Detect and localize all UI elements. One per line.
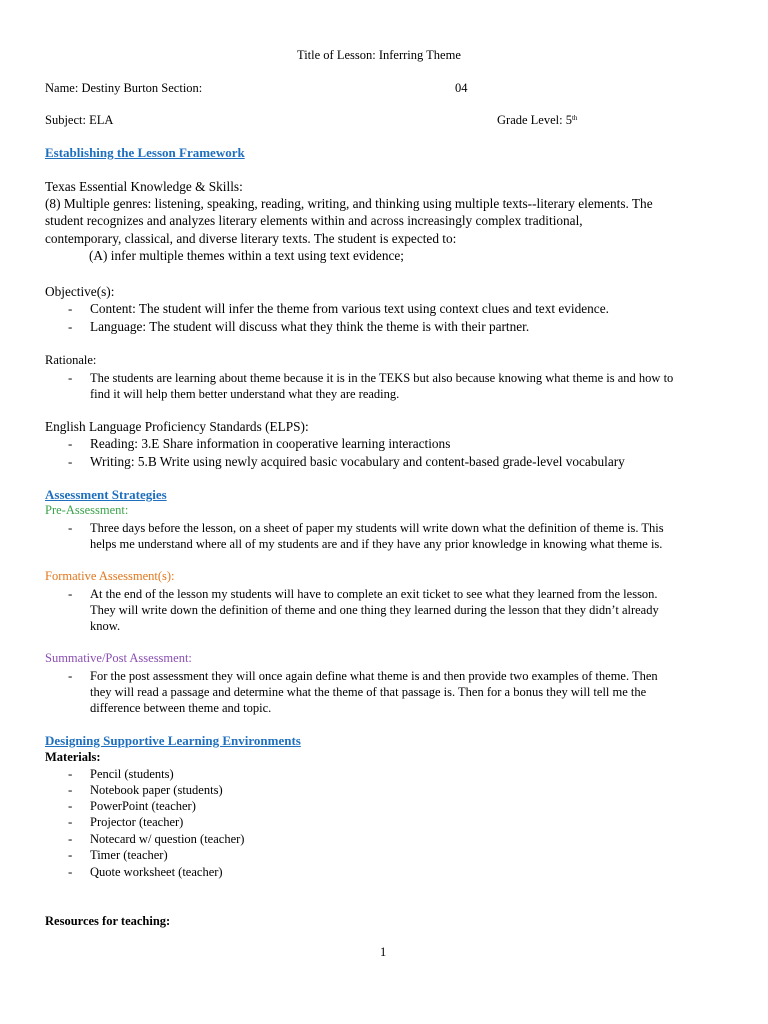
pre-assessment-line: helps me understand where all of my students are and if they have any prior knowledge in knowing what theme is.	[90, 537, 663, 551]
objective-item: Content: The student will infer the theme from various text using context clues and text evidence.	[90, 301, 609, 316]
rationale-line: The students are learning about theme because it is in the TEKS but also because knowing what theme is and how to	[90, 371, 674, 385]
lesson-title: Title of Lesson: Inferring Theme	[297, 48, 461, 62]
pre-assessment-label: Pre-Assessment:	[45, 503, 129, 517]
elps-item: Writing: 5.B Write using newly acquired basic vocabulary and content-based grade-level vocabulary	[90, 454, 625, 469]
summative-line: For the post assessment they will once again define what theme is and then provide two examples of theme. Then	[90, 669, 658, 683]
bullet-dash: -	[68, 454, 73, 469]
formative-assessment-label: Formative Assessment(s):	[45, 569, 175, 583]
rationale-label: Rationale:	[45, 353, 97, 367]
bullet-dash: -	[68, 798, 73, 813]
grade-level	[497, 112, 577, 128]
summative-assessment-label: Summative/Post Assessment:	[45, 651, 192, 665]
bullet-dash: -	[68, 586, 73, 601]
summative-line: difference between theme and topic.	[90, 701, 272, 715]
bullet-dash: -	[68, 766, 73, 781]
grade-superscript: th	[571, 114, 578, 122]
grade-label: Grade Level: 5	[497, 113, 572, 127]
materials-label: Materials:	[45, 750, 101, 764]
teks-line: contemporary, classical, and diverse literary texts. The student is expected to:	[45, 231, 457, 246]
teks-line: (8) Multiple genres: listening, speaking, reading, writing, and thinking using multiple texts--literary elements. The	[45, 196, 653, 211]
bullet-dash: -	[68, 520, 73, 535]
summative-line: they will read a passage and determine what the theme of that passage is. Then for a bonus they will tell me the	[90, 685, 647, 699]
material-item: Timer (teacher)	[90, 848, 168, 862]
objective-item: Language: The student will discuss what they think the theme is with their partner.	[90, 319, 530, 334]
teks-sub-item: (A) infer multiple themes within a text using text evidence;	[89, 248, 404, 263]
bullet-dash: -	[68, 319, 73, 334]
objectives-label: Objective(s):	[45, 284, 115, 299]
framework-heading[interactable]: Establishing the Lesson Framework	[45, 145, 245, 160]
environment-heading[interactable]: Designing Supportive Learning Environments	[45, 733, 301, 748]
bullet-dash: -	[68, 436, 73, 451]
bullet-dash: -	[68, 301, 73, 316]
subject-line: Subject: ELA	[45, 113, 114, 127]
section-value: 04	[455, 81, 468, 95]
elps-label: English Language Proficiency Standards (ELPS):	[45, 419, 309, 434]
bullet-dash: -	[68, 814, 73, 829]
material-item: PowerPoint (teacher)	[90, 799, 196, 813]
material-item: Quote worksheet (teacher)	[90, 865, 223, 879]
rationale-line: find it will help them better understand what they are reading.	[90, 387, 400, 401]
bullet-dash: -	[68, 668, 73, 683]
pre-assessment-line: Three days before the lesson, on a sheet of paper my students will write down what the definition of theme is. This	[90, 521, 664, 535]
bullet-dash: -	[68, 864, 73, 879]
formative-line: At the end of the lesson my students will have to complete an exit ticket to see what they learned from the lesson.	[90, 587, 658, 601]
formative-line: know.	[90, 619, 121, 633]
assessment-heading[interactable]: Assessment Strategies	[45, 487, 167, 502]
teks-line: student recognizes and analyzes literary elements within and across increasingly complex traditional,	[45, 213, 583, 228]
page-number: 1	[380, 945, 387, 959]
elps-item: Reading: 3.E Share information in cooperative learning interactions	[90, 436, 451, 451]
bullet-dash: -	[68, 831, 73, 846]
bullet-dash: -	[68, 782, 73, 797]
bullet-dash: -	[68, 847, 73, 862]
bullet-dash: -	[68, 370, 73, 385]
resources-label: Resources for teaching:	[45, 914, 171, 928]
material-item: Notecard w/ question (teacher)	[90, 832, 245, 846]
material-item: Notebook paper (students)	[90, 783, 223, 797]
material-item: Pencil (students)	[90, 767, 174, 781]
material-item: Projector (teacher)	[90, 815, 184, 829]
formative-line: They will write down the definition of theme and one thing they learned during the lesson that they didn’t already	[90, 603, 659, 617]
teks-label: Texas Essential Knowledge & Skills:	[45, 179, 243, 194]
name-section-line: Name: Destiny Burton Section:	[45, 81, 203, 95]
